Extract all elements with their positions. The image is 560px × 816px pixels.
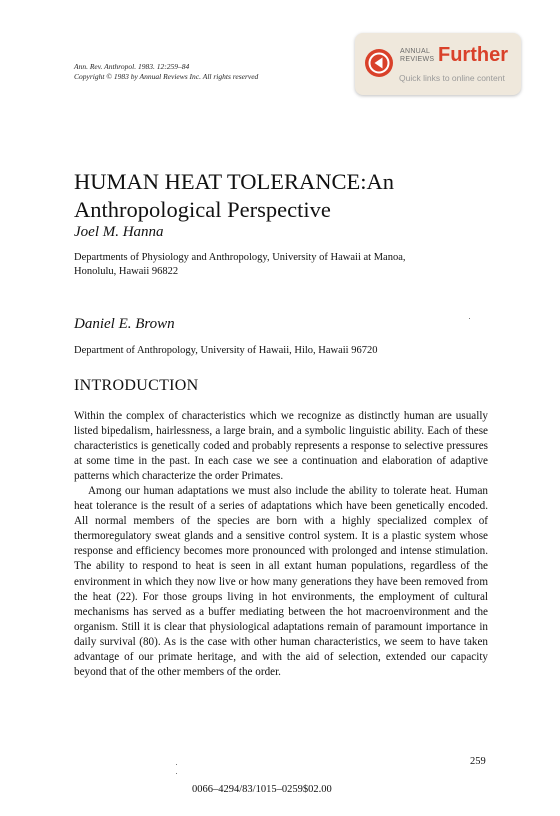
banner-reviews-text: REVIEWS: [400, 56, 435, 63]
banner-further-text: Further: [438, 44, 508, 66]
banner-annual-text: ANNUAL: [400, 48, 431, 55]
further-banner[interactable]: [355, 33, 521, 95]
author-affiliation-1: [74, 251, 405, 279]
article-body: [74, 409, 488, 680]
scan-speck: [469, 318, 470, 319]
author-affiliation-2: [74, 344, 377, 358]
article-title: [74, 168, 394, 224]
banner-subtitle: Quick links to online content: [399, 73, 505, 83]
title-line-2: Anthropological Perspective: [74, 197, 331, 222]
page-number: 259: [470, 756, 486, 767]
body-paragraph-2: Among our human adaptations we must also include the ability to tolerate heat. Human heat tolerance is the result of a series of adaptations which have been genetically encoded. All normal members of the species are born with a highly specialized complex of thermoregulatory sweat glands and a sensitive control system. It is a plastic system whose response and efficiency becomes more pronounced with prolonged and intense stimulation. The ability to respond to heat is seen in all extant human populations, regardless of the environment in which they now live or how many generations they have been removed from the heat (22). For those groups living in hot environments, the employment of cultural mechanisms has served as a buffer mediating between the hot macroenvironment and the organism. Still it is clear that physiological adaptations remain of paramount importance in daily survival (80). As is the case with other human characteristics, we seem to have taken advantage of our primate heritage, and with the aid of selection, extended our capacity beyond that of the other members of the order.: [74, 485, 488, 678]
title-line-1: HUMAN HEAT TOLERANCE:An: [74, 169, 395, 194]
body-paragraph-1: Within the complex of characteristics which we recognize as distinctly human are usually listed bipedalism, hairlessness, a large brain, and a symbolic linguistic ability. Each of these characteristics is genetically coded and probably represents a response to selective pressures at some time in the past. In each case we see a continuation and elaboration of adaptive patterns which characterize the order Primates.: [74, 410, 488, 483]
back-arrow-icon: [364, 48, 394, 78]
affiliation-1-line-1: Departments of Physiology and Anthropology, University of Hawaii at Manoa,: [74, 252, 406, 263]
scan-speck: [176, 764, 177, 765]
journal-citation: [74, 62, 258, 82]
affiliation-2-line-1: Department of Anthropology, University of Hawaii, Hilo, Hawaii 96720: [74, 345, 378, 356]
section-heading: INTRODUCTION: [74, 377, 199, 394]
banner-publisher-label: [400, 48, 434, 64]
author-name-1: Joel M. Hanna: [74, 224, 164, 240]
affiliation-1-line-2: Honolulu, Hawaii 96822: [74, 266, 179, 277]
scan-speck: [176, 773, 177, 774]
author-name-2: Daniel E. Brown: [74, 316, 175, 332]
journal-line: Ann. Rev. Anthropol. 1983. 12:259–84: [74, 62, 190, 71]
copyright-line: Copyright © 1983 by Annual Reviews Inc. All rights reserved: [74, 72, 259, 81]
issn-code: 0066–4294/83/1015–0259$02.00: [192, 784, 332, 795]
